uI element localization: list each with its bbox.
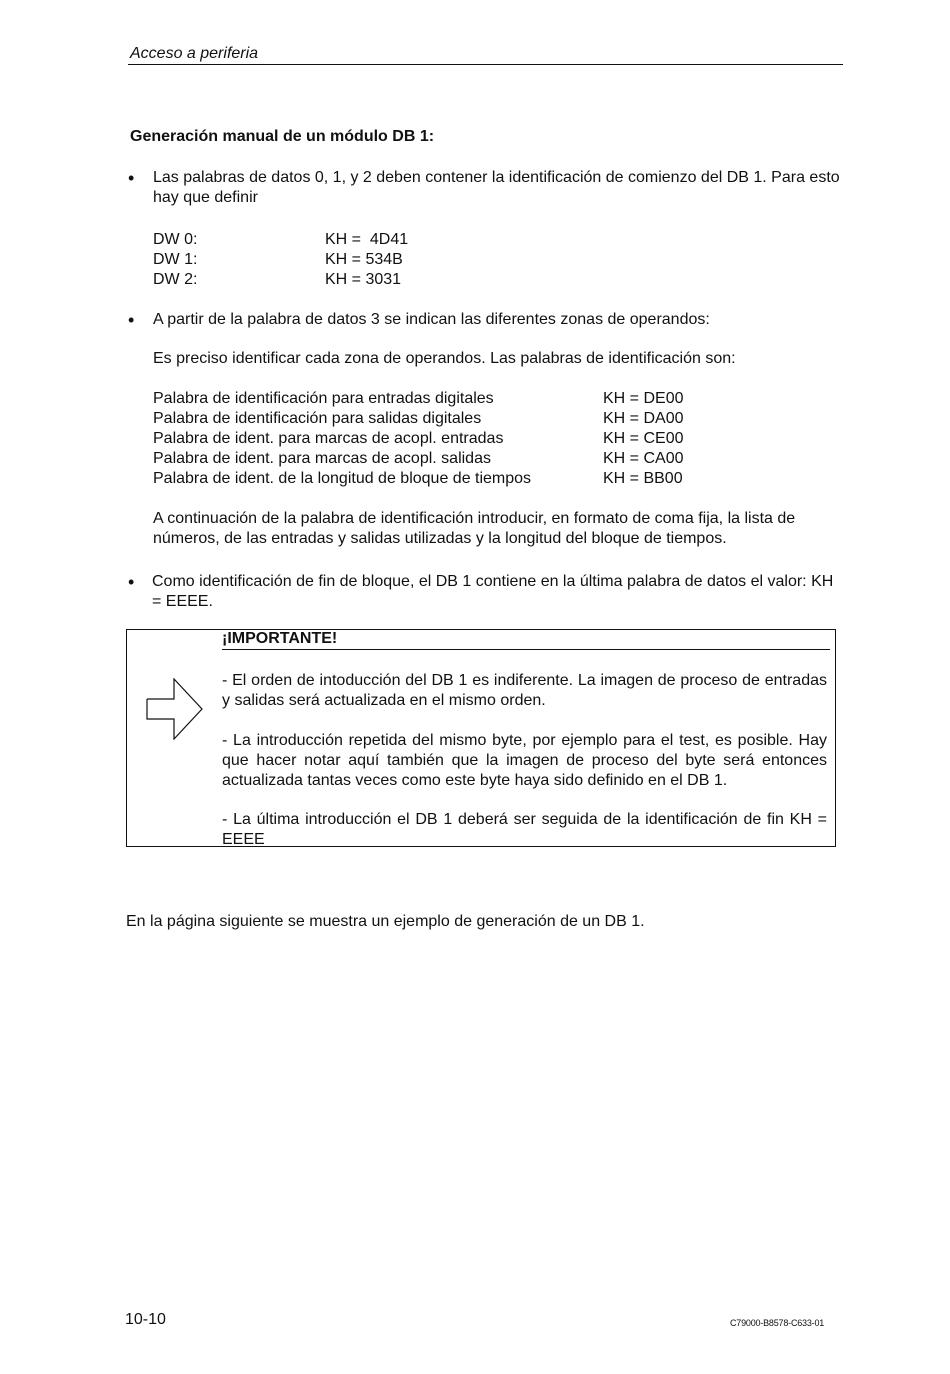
dw-value: KH = 534B	[325, 251, 403, 268]
id-value: KH = CA00	[603, 450, 684, 467]
arrow-right-icon	[146, 678, 204, 746]
bullet-marker: •	[128, 310, 135, 330]
section-title: Generación manual de un módulo DB 1:	[130, 128, 435, 145]
dw-value: KH = 4D41	[325, 231, 409, 248]
page-number: 10-10	[125, 1311, 166, 1328]
id-row	[153, 469, 753, 489]
notice-title-rule	[222, 649, 830, 650]
id-value: KH = BB00	[603, 470, 683, 487]
bullet-text-3: Como identificación de fin de bloque, el DB 1 contiene en la última palabra de datos el valor: KH = EEEE.	[152, 573, 834, 610]
bullet-text-2: A partir de la palabra de datos 3 se indican las diferentes zonas de operandos:	[153, 311, 710, 328]
identification-table	[153, 389, 753, 489]
id-key: Palabra de identificación para salidas digitales	[153, 410, 482, 427]
id-row	[153, 389, 753, 409]
notice-title: ¡IMPORTANTE!	[222, 630, 338, 647]
notice-paragraph-1: - El orden de intoducción del DB 1 es indiferente. La imagen de proceso de entradas y salidas será actualizada en el mismo orden.	[222, 672, 827, 709]
id-row	[153, 429, 753, 449]
dw-key: DW 0:	[153, 231, 198, 248]
dw-value: KH = 3031	[325, 271, 402, 288]
continuation-text: A continuación de la palabra de identificación introducir, en formato de coma fija, la lista de números, de las entradas y salidas utilizadas y la longitud del bloque de tiempos.	[153, 510, 796, 547]
header-rule	[128, 64, 843, 65]
zones-intro: Es preciso identificar cada zona de operandos. Las palabras de identificación son:	[153, 350, 736, 367]
bullet-text-1: Las palabras de datos 0, 1, y 2 deben contener la identificación de comienzo del DB 1. Para esto hay que definir	[153, 169, 840, 206]
closing-text: En la página siguiente se muestra un ejemplo de generación de un DB 1.	[126, 913, 645, 930]
document-code: C79000-B8578-C633-01	[730, 1318, 825, 1328]
dw-table	[153, 230, 553, 290]
dw-row	[153, 250, 553, 270]
dw-row	[153, 270, 553, 290]
dw-row	[153, 230, 553, 250]
id-row	[153, 449, 753, 469]
notice-paragraph-2: - La introducción repetida del mismo byte, por ejemplo para el test, es posible. Hay que hacer notar aquí también que la imagen de proceso del byte será entonces actualizada tantas veces como este byte haya sido definido en el DB 1.	[222, 732, 827, 789]
id-value: KH = CE00	[603, 430, 684, 447]
id-key: Palabra de ident. para marcas de acopl. salidas	[153, 450, 491, 467]
id-value: KH = DE00	[603, 390, 684, 407]
id-key: Palabra de ident. de la longitud de bloque de tiempos	[153, 470, 532, 487]
page-header-title: Acceso a periferia	[130, 45, 259, 62]
dw-key: DW 1:	[153, 251, 198, 268]
id-row	[153, 409, 753, 429]
bullet-marker: •	[128, 572, 135, 592]
dw-key: DW 2:	[153, 271, 198, 288]
id-value: KH = DA00	[603, 410, 684, 427]
id-key: Palabra de identificación para entradas digitales	[153, 390, 494, 407]
id-key: Palabra de ident. para marcas de acopl. entradas	[153, 430, 504, 447]
bullet-marker: •	[128, 168, 135, 188]
notice-paragraph-3: - La última introducción el DB 1 deberá ser seguida de la identificación de fin KH = EEEE	[222, 811, 827, 848]
